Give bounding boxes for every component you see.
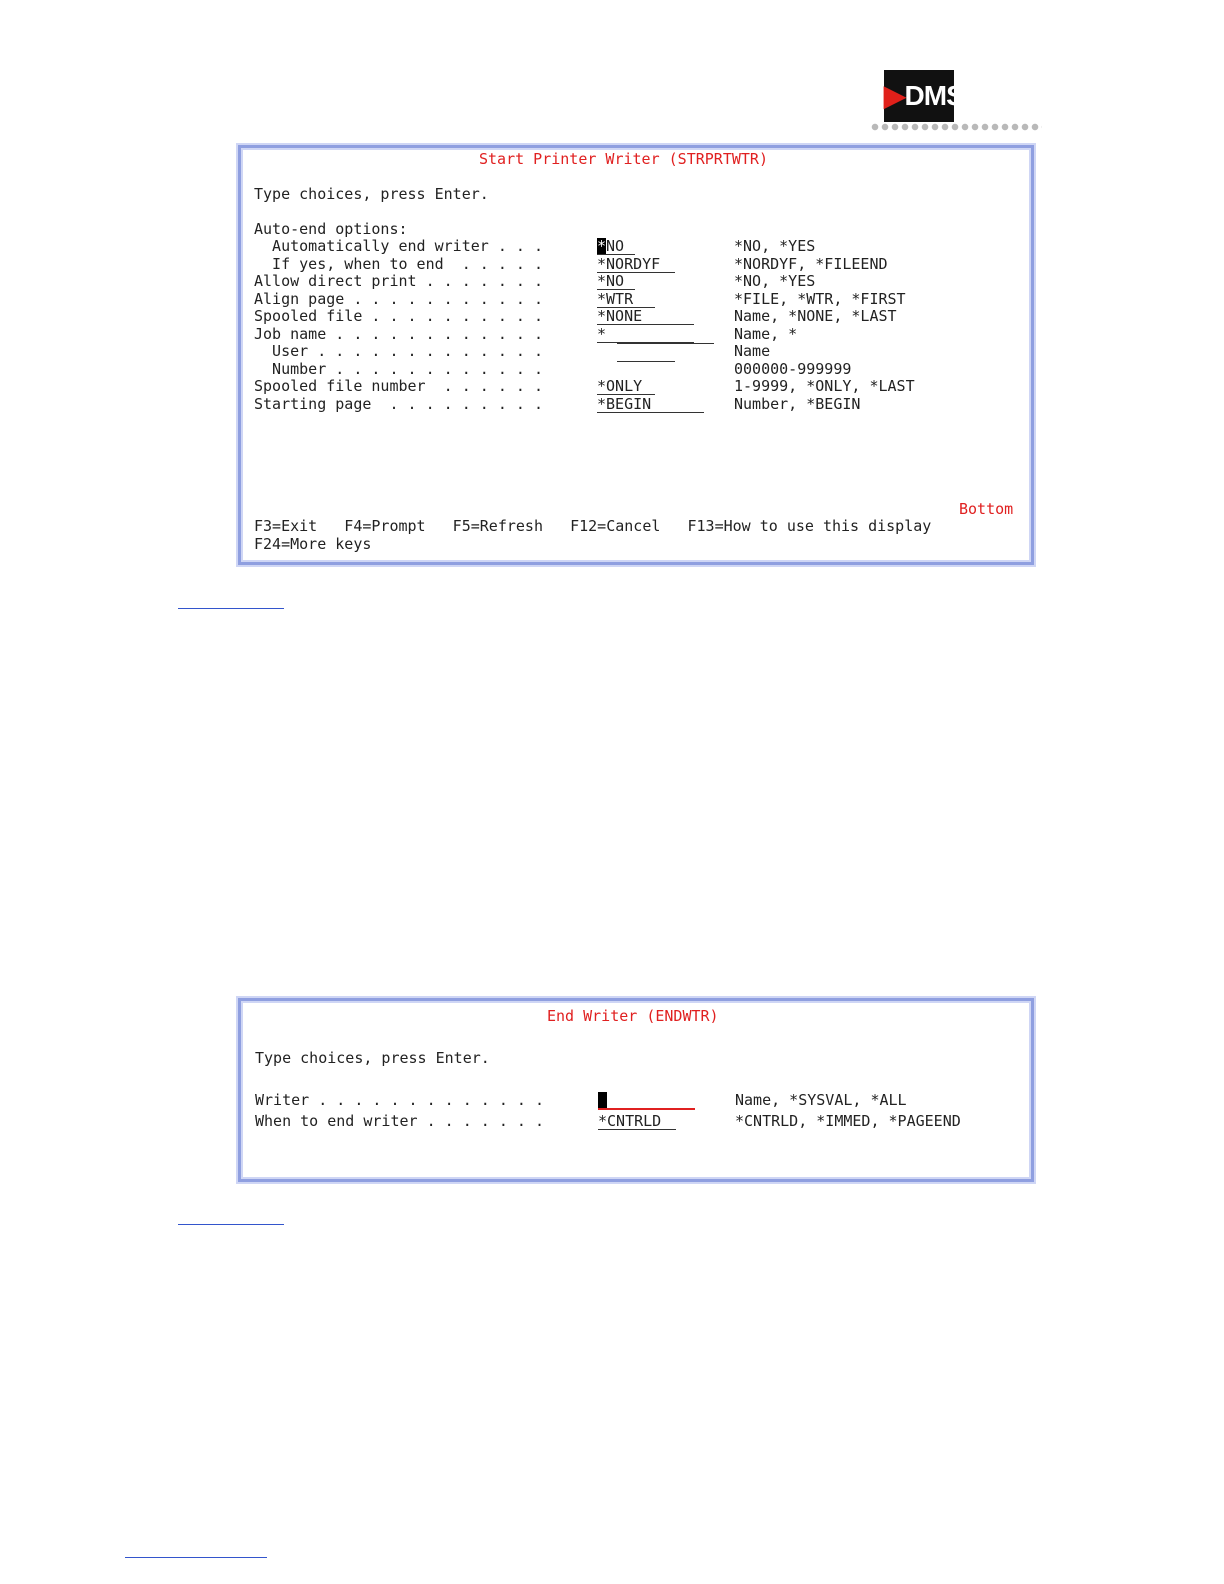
allow-direct-print-field[interactable]: *NO	[597, 273, 635, 290]
dms-logo	[870, 68, 1042, 140]
when-to-end-writer-field[interactable]: *CNTRLD	[598, 1113, 676, 1130]
label-spooled-file-number: Spooled file number . . . . . .	[254, 377, 543, 395]
hint-job-name: Name, *	[734, 325, 798, 343]
starting-page-field[interactable]: *BEGIN	[597, 396, 704, 413]
instruction-text: Type choices, press Enter.	[255, 1049, 490, 1067]
hint-when-to-end-writer: *CNTRLD, *IMMED, *PAGEEND	[735, 1112, 961, 1130]
label-align-page: Align page . . . . . . . . . . .	[254, 290, 543, 308]
writer-field[interactable]	[598, 1092, 695, 1110]
label-spooled-file: Spooled file . . . . . . . . . .	[254, 307, 543, 325]
logo-dots	[870, 122, 1042, 132]
automatically-end-writer-field[interactable]	[597, 238, 635, 255]
logo-mark: ▶DMS	[884, 70, 954, 122]
screen-title: End Writer (ENDWTR)	[547, 1007, 719, 1025]
label-allow-direct-print: Allow direct print . . . . . . .	[254, 272, 543, 290]
hint-number: 000000-999999	[734, 360, 852, 378]
link-underline-2[interactable]	[178, 1224, 284, 1225]
hint-user: Name	[734, 342, 771, 360]
hint-spooled-file-number: 1-9999, *ONLY, *LAST	[734, 377, 915, 395]
screen-title: Start Printer Writer (STRPRTWTR)	[479, 150, 768, 168]
hint-starting-page: Number, *BEGIN	[734, 395, 861, 413]
logo-tagline	[884, 132, 974, 138]
hint-when-to-end: *NORDYF, *FILEEND	[734, 255, 888, 273]
label-number: Number . . . . . . . . . . . .	[254, 360, 543, 378]
hint-allow-direct-print: *NO, *YES	[734, 272, 816, 290]
function-keys-line-2[interactable]: F24=More keys	[254, 535, 372, 553]
label-automatically-end-writer: Automatically end writer . . .	[254, 237, 543, 255]
number-field[interactable]	[617, 361, 675, 362]
hint-automatically-end-writer: *NO, *YES	[734, 237, 816, 255]
instruction-text: Type choices, press Enter.	[254, 185, 489, 203]
spooled-file-field[interactable]: *NONE	[597, 308, 694, 325]
user-field[interactable]	[617, 343, 714, 344]
label-writer: Writer . . . . . . . . . . . . .	[255, 1091, 544, 1109]
endwtr-screen	[238, 998, 1034, 1182]
when-to-end-field[interactable]: *NORDYF	[597, 256, 675, 273]
text-cursor: *	[597, 237, 607, 255]
label-job-name: Job name . . . . . . . . . . . .	[254, 325, 543, 343]
spooled-file-number-field[interactable]: *ONLY	[597, 378, 655, 395]
label-when-to-end-writer: When to end writer . . . . . . .	[255, 1112, 544, 1130]
hint-align-page: *FILE, *WTR, *FIRST	[734, 290, 906, 308]
label-if-yes-when-to-end: If yes, when to end . . . . .	[254, 255, 543, 273]
text-cursor	[598, 1092, 607, 1108]
align-page-field[interactable]: *WTR	[597, 291, 655, 308]
more-indicator: Bottom	[959, 500, 1014, 518]
hint-spooled-file: Name, *NONE, *LAST	[734, 307, 897, 325]
job-name-field[interactable]: *	[597, 326, 694, 343]
label-user: User . . . . . . . . . . . . .	[254, 342, 543, 360]
logo-text: DMS	[904, 80, 964, 111]
hint-writer: Name, *SYSVAL, *ALL	[735, 1091, 907, 1109]
function-keys-line-1[interactable]: F3=Exit F4=Prompt F5=Refresh F12=Cancel F13=How to use this display	[254, 517, 932, 535]
link-underline-1[interactable]	[178, 608, 284, 609]
field-value: NO	[606, 237, 625, 255]
strprtwtr-screen	[238, 145, 1034, 565]
link-underline-3[interactable]	[125, 1557, 267, 1558]
label-starting-page: Starting page . . . . . . . . .	[254, 395, 543, 413]
label-auto-end-options: Auto-end options:	[254, 220, 408, 238]
